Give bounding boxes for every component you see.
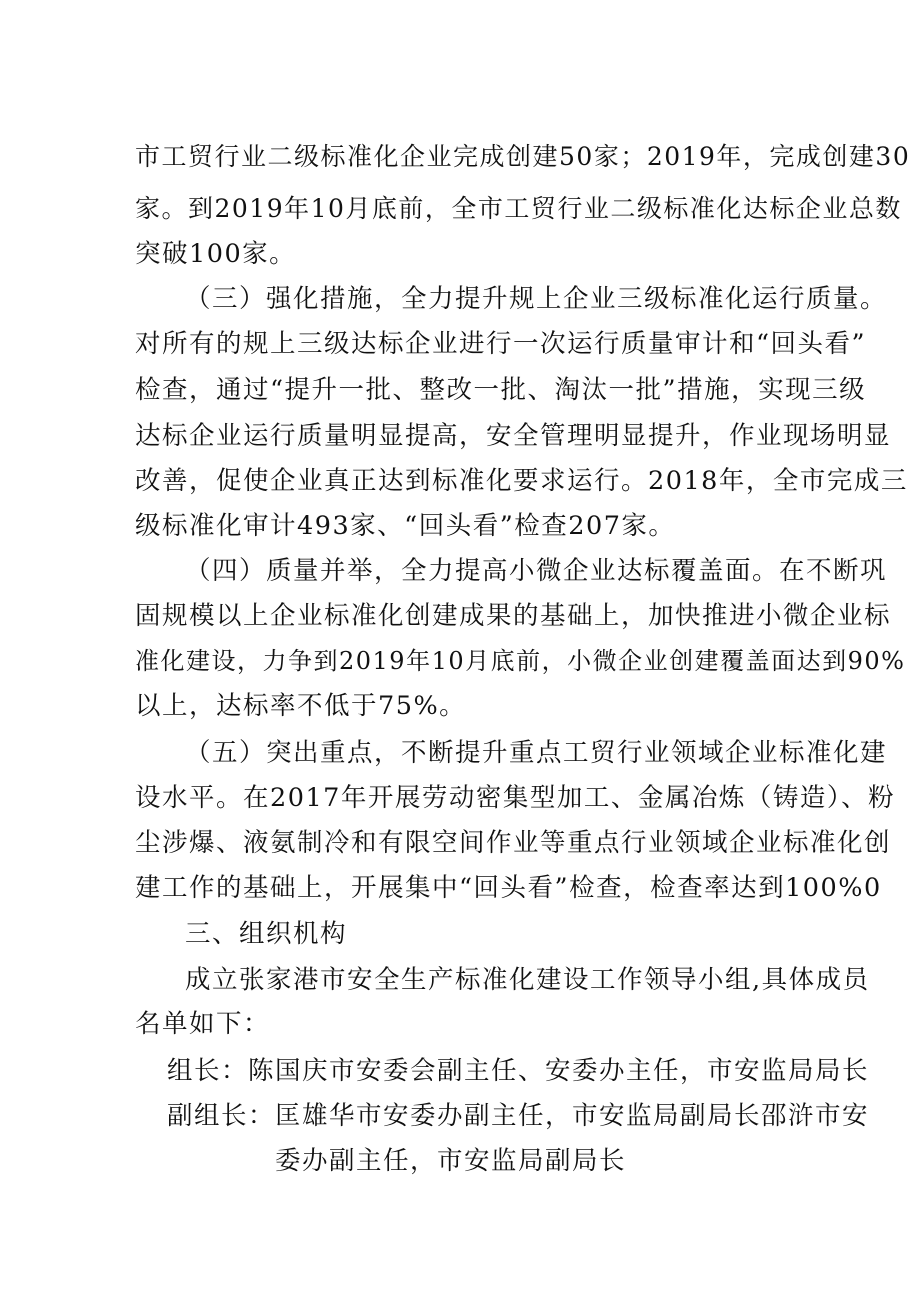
text-line: 以上，达标率不低于75%。 <box>135 691 467 721</box>
section-title-organization: 三、组织机构 <box>185 919 348 949</box>
text-line: 准化建设，力争到2019年10月底前，小微企业创建覆盖面达到90% <box>135 647 906 675</box>
text-line: 市工贸行业二级标准化企业完成创建50家；2019年，完成创建30 <box>135 142 911 171</box>
text-line: 突破100家。 <box>135 239 297 269</box>
text-line: 成立张家港市安全生产标准化建设工作领导小组,具体成员 <box>185 965 870 995</box>
text-line: 建工作的基础上，开展集中“回头看”检查，检查率达到100%0 <box>135 873 882 903</box>
section-heading-3: （三）强化措施，全力提升规上企业三级标准化运行质量。 <box>185 284 888 314</box>
text-line: 固规模以上企业标准化创建成果的基础上，加快推进小微企业标 <box>135 601 892 631</box>
text-line: 设水平。在2017年开展劳动密集型加工、金属冶炼（铸造）、粉 <box>135 783 896 813</box>
text-line: 级标准化审计493家、“回头看”检查207家。 <box>135 511 676 541</box>
text-line: 尘涉爆、液氨制冷和有限空间作业等重点行业领域企业标准化创 <box>135 828 892 858</box>
deputy-leader-line: 副组长：匡雄华市安委办副主任，市安监局副局长邵浒市安 <box>167 1101 870 1131</box>
text-line: 达标企业运行质量明显提高，安全管理明显提升，作业现场明显 <box>135 421 892 451</box>
text-line: 检查，通过“提升一批、整改一批、淘汰一批”措施，实现三级 <box>135 375 867 405</box>
text-line: 改善，促使企业真正达到标准化要求运行。2018年，全市完成三 <box>135 466 908 496</box>
deputy-leader-continuation: 委办副主任，市安监局副局长 <box>275 1146 627 1176</box>
section-heading-4: （四）质量并举，全力提高小微企业达标覆盖面。在不断巩 <box>185 556 888 586</box>
text-line: 名单如下： <box>135 1009 271 1039</box>
text-line: 家。到2019年10月底前，全市工贸行业二级标准化达标企业总数 <box>135 194 902 223</box>
leader-line: 组长：陈国庆市安委会副主任、安委办主任，市安监局局长 <box>167 1056 870 1086</box>
text-line: 对所有的规上三级达标企业进行一次运行质量审计和“回头看” <box>135 329 867 359</box>
section-heading-5: （五）突出重点，不断提升重点工贸行业领域企业标准化建 <box>185 738 888 768</box>
